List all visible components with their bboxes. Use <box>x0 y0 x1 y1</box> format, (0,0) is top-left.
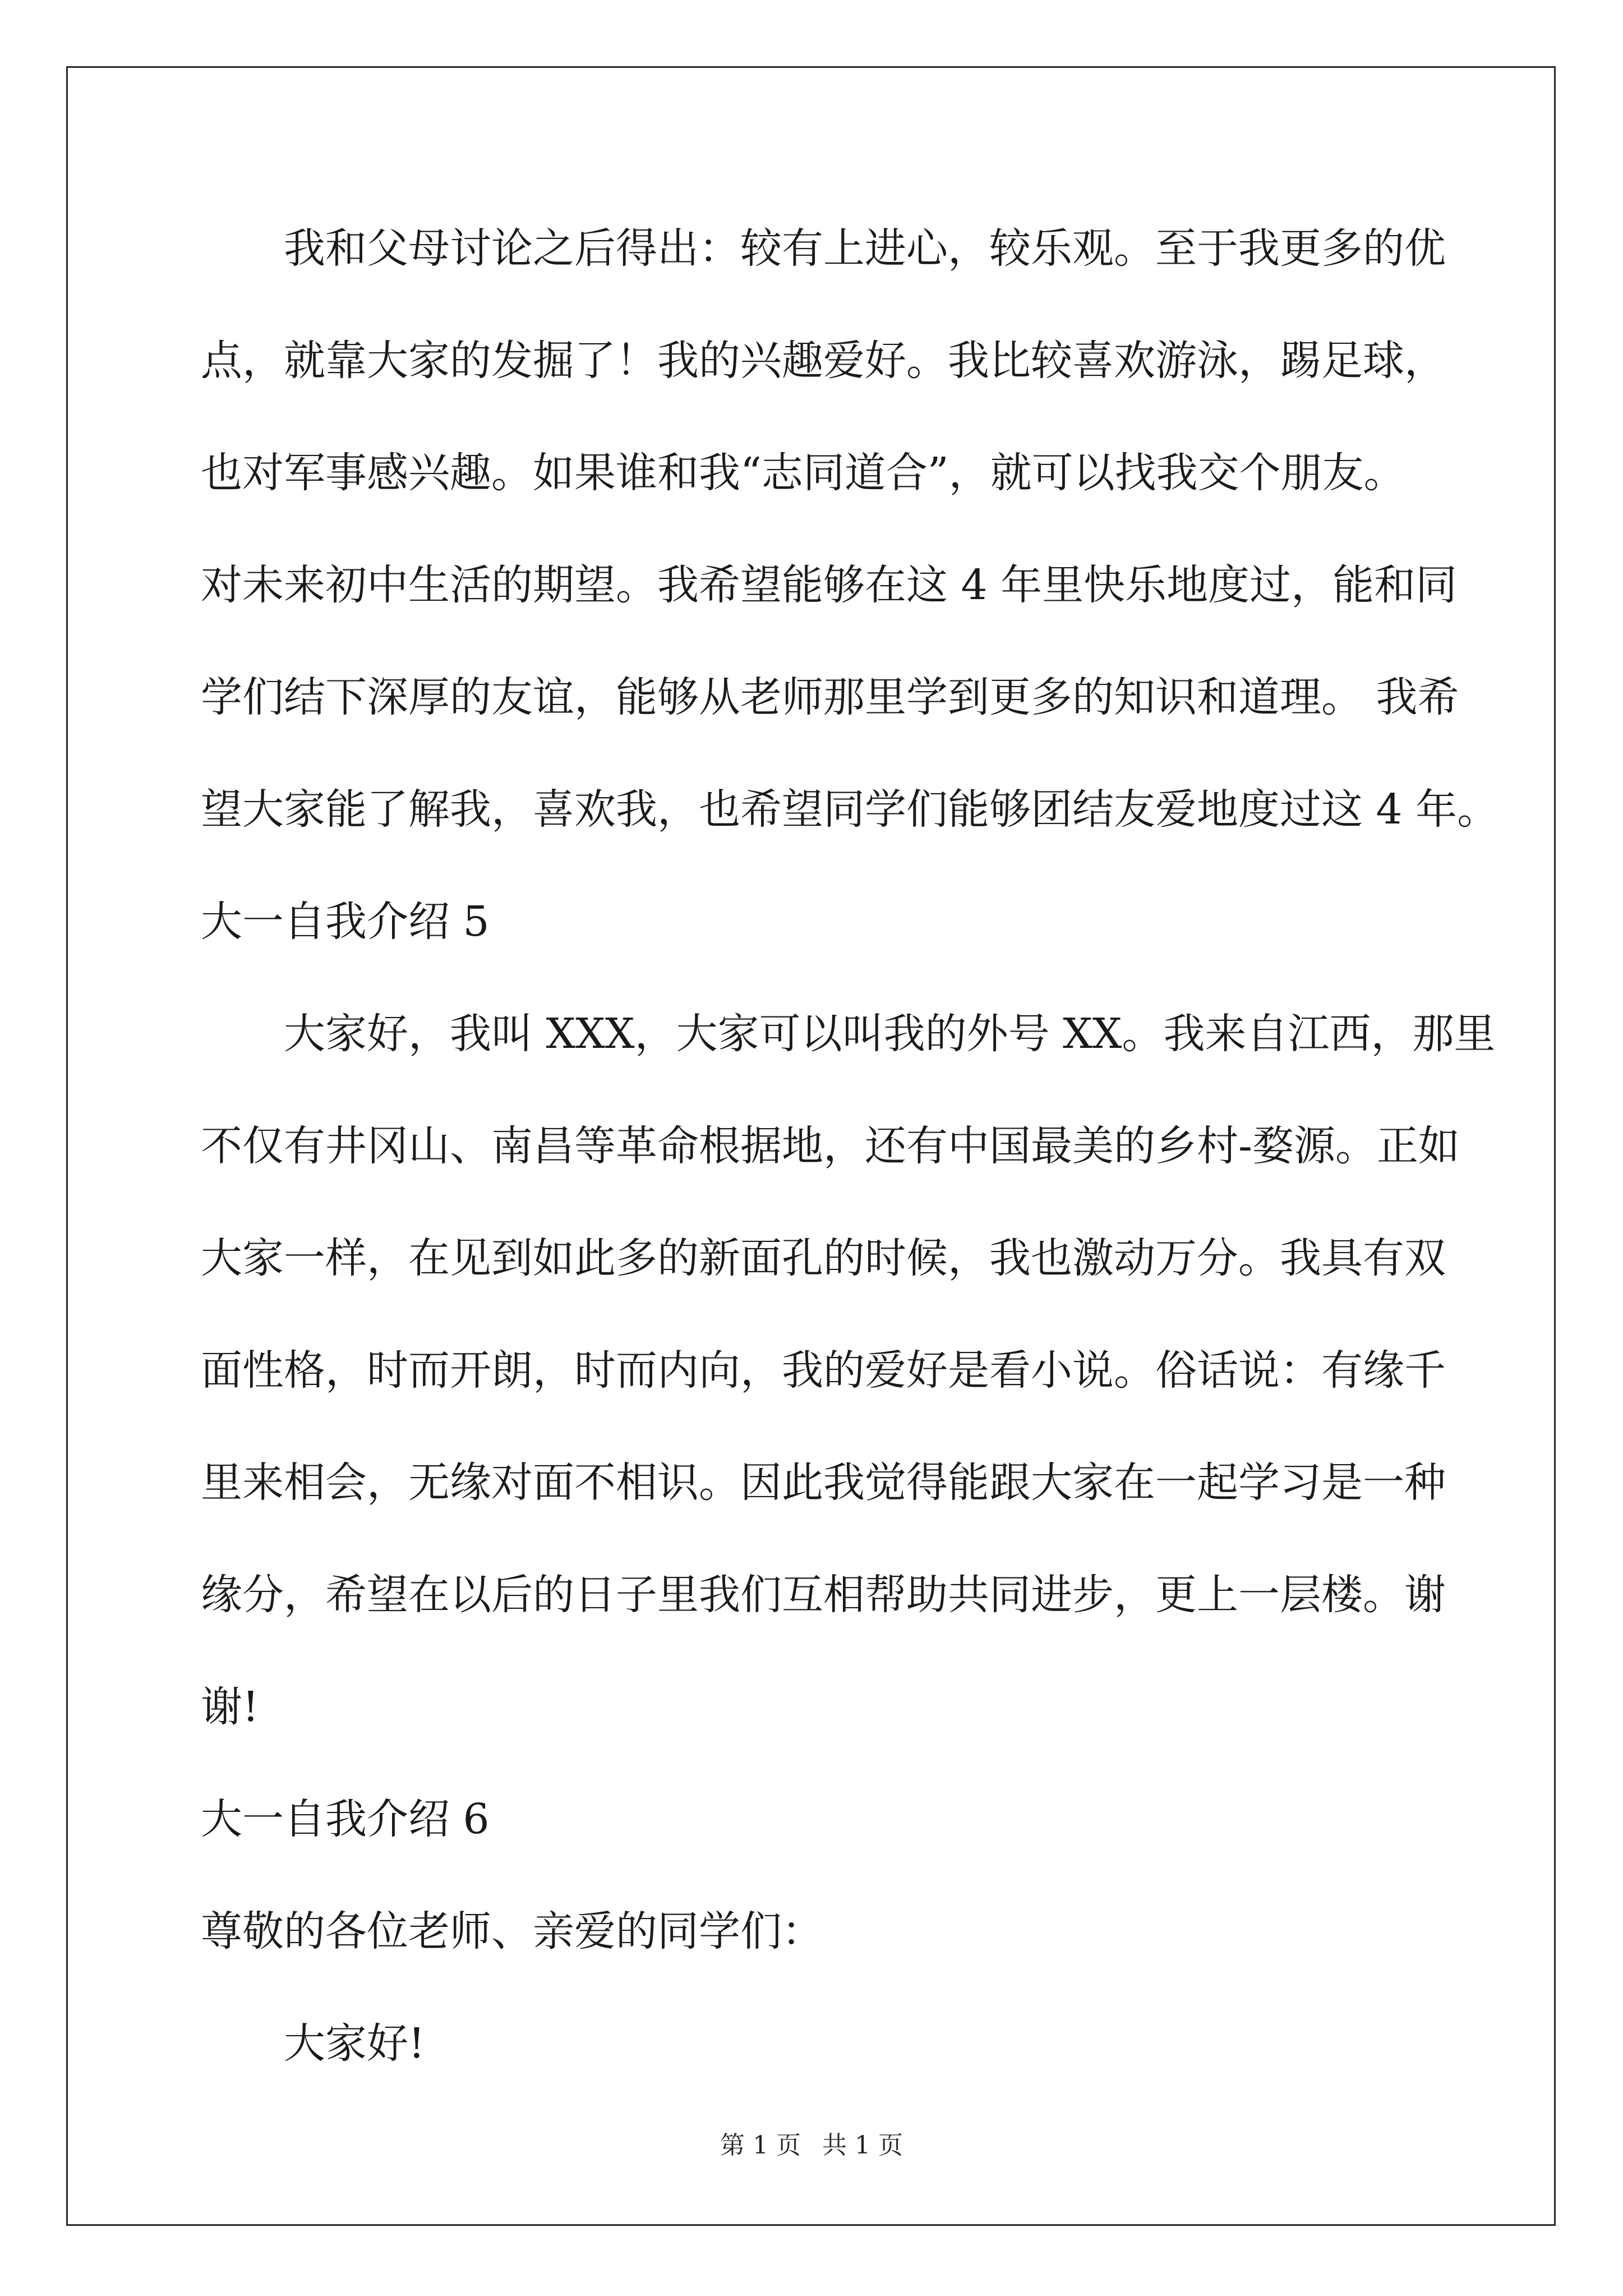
paragraph-line: 缘分，希望在以后的日子里我们互相帮助共同进步，更上一层楼。谢 <box>201 1571 1446 1619</box>
page-number: 第 1 页 <box>720 2131 801 2160</box>
paragraph-line: 面性格，时而开朗，时而内向，我的爱好是看小说。俗话说：有缘千 <box>201 1346 1446 1395</box>
section-heading: 大一自我介绍 5 <box>201 898 490 946</box>
page-footer <box>0 2125 1623 2161</box>
paragraph-line: 我和父母讨论之后得出：较有上进心，较乐观。至于我更多的优 <box>284 224 1446 273</box>
paragraph-line: 也对军事感兴趣。如果谁和我“志同道合”，就可以找我交个朋友。 <box>201 449 1405 497</box>
paragraph-line: 学们结下深厚的友谊，能够从老师那里学到更多的知识和道理。 我希 <box>201 673 1459 721</box>
paragraph-line: 对未来初中生活的期望。我希望能够在这 4 年里快乐地度过，能和同 <box>201 561 1458 609</box>
greeting: 大家好! <box>284 2019 425 2068</box>
paragraph-line: 点，就靠大家的发掘了！我的兴趣爱好。我比较喜欢游泳，踢足球， <box>201 337 1446 385</box>
paragraph-line: 大家好，我叫 XXX，大家可以叫我的外号 XX。我来自江西，那里 <box>284 1010 1496 1058</box>
paragraph-line: 谢! <box>201 1683 259 1731</box>
paragraph-line: 望大家能了解我，喜欢我，也希望同学们能够团结友爱地度过这 4 年。 <box>201 785 1499 834</box>
paragraph-line: 不仅有井冈山、南昌等革命根据地，还有中国最美的乡村-婺源。正如 <box>201 1122 1460 1170</box>
page-total: 共 1 页 <box>822 2131 903 2160</box>
paragraph-line: 大家一样，在见到如此多的新面孔的时候，我也激动万分。我具有双 <box>201 1234 1446 1282</box>
salutation: 尊敬的各位老师、亲爱的同学们： <box>201 1907 823 1955</box>
paragraph-line: 里来相会，无缘对面不相识。因此我觉得能跟大家在一起学习是一种 <box>201 1458 1446 1507</box>
section-heading: 大一自我介绍 6 <box>201 1795 490 1843</box>
